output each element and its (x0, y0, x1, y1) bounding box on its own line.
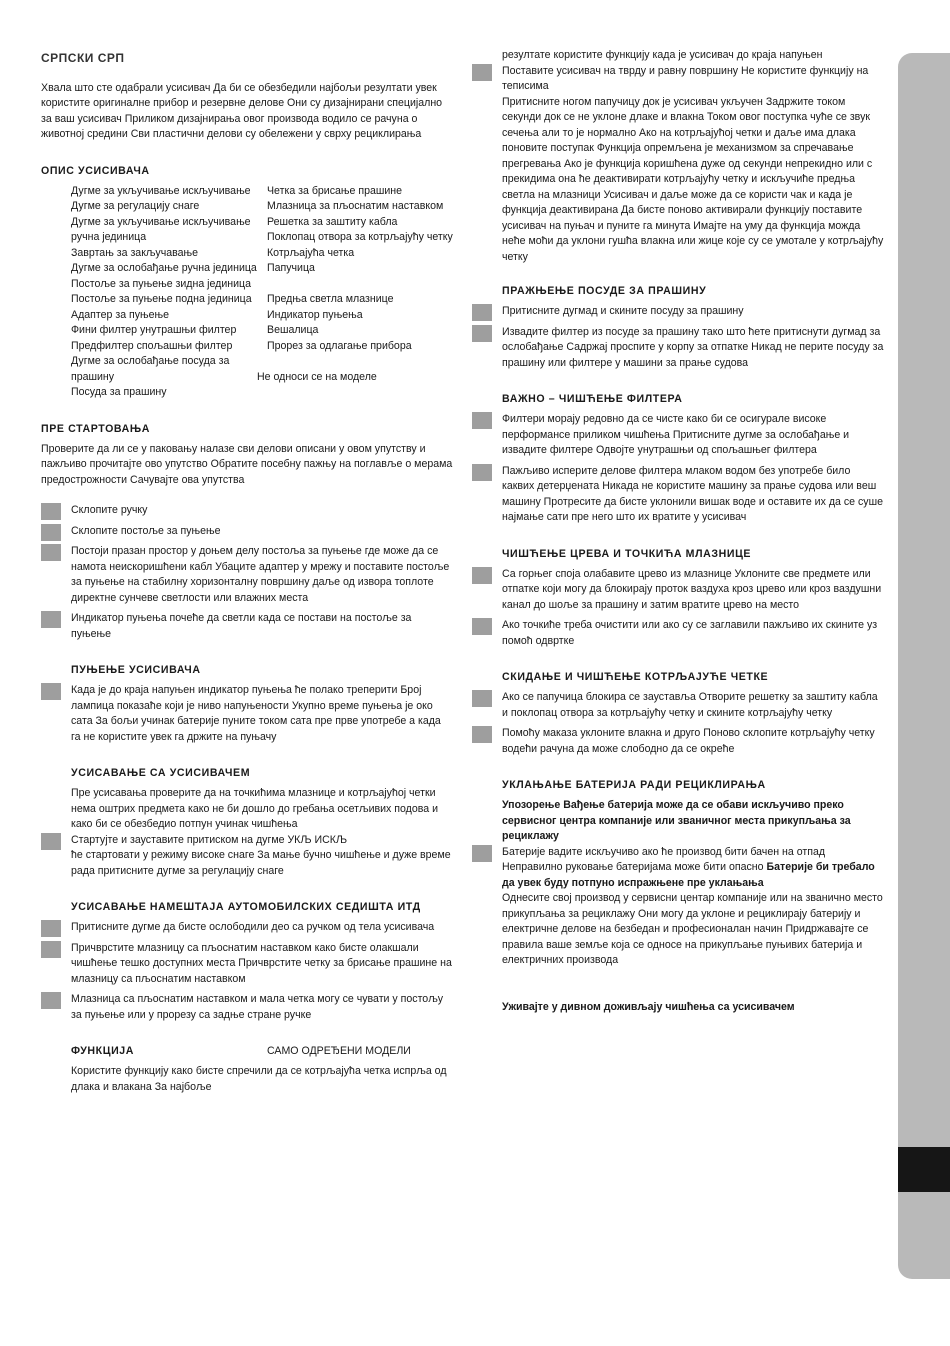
figure-reference-box (41, 920, 61, 937)
figure-reference-box (472, 567, 492, 584)
furniture-section (41, 900, 453, 1023)
charging-heading: ПУЊЕЊЕ УСИСИВАЧА (71, 664, 201, 676)
brush-cleaning-heading: СКИДАЊЕ И ЧИШЋЕЊЕ КОТРЉАЈУЋЕ ЧЕТКЕ (502, 671, 769, 683)
battery-step-bold: Батерије би требало да увек буду потпуно испражњене пре уклањања (502, 861, 875, 889)
right-column (472, 48, 884, 1015)
part-item: Котрљајућа четка (267, 246, 355, 259)
step (472, 412, 884, 459)
figure-reference-box (472, 845, 492, 862)
step-text: Извадите филтер из посуде за прашину тако што ћете притиснути дугмад за ослобађање Садржај проспите у корпу за отпатке Никад не перите посуду за прашину или филтере у машини за прање судова (502, 325, 884, 369)
step (41, 503, 453, 519)
models-note: Не односи се на моделе (257, 370, 377, 383)
part-item: Индикатор пуњења (267, 308, 363, 321)
step-text (502, 845, 884, 892)
part-item: Постоље за пуњење подна јединица (71, 293, 252, 305)
part-item: Дугме за укључивање искључивање ручна јединица (71, 215, 251, 243)
step-text: Притисните дугме да бисте ослободили део са ручком од тела усисивача (71, 921, 435, 933)
intro-paragraph: Хвала што сте одабрали усисивач Да би се обезбедили најбољи резултати увек користите оригиналнe прибор и резервне делове Они су дизајнирани специјално за ваш усисивач Приликом дизајнирања овог производа водило се рачуна о животној средини Сви пластични делови су обележени у сврху рециклирања (41, 81, 443, 140)
step-text: Стартујте и зауставите притиском на дугме УКЉ ИСКЉ (71, 833, 348, 846)
function-text: Користите функцију како бисте спречили да се котрљајућа четка испрља од длака и влакана За најбоље (71, 1065, 447, 1093)
figure-reference-box (472, 618, 492, 635)
step (41, 833, 453, 849)
before-start-section (41, 422, 453, 643)
step-text: Када је до краја напуњен индикатор пуњења ће полако треперити Број лампица показаће који је ниво напуњености Укупно време пуњења је око сата За бољи учинак батерије пуните током сата пре прве употребе а када га не користите увек га држите на пуњачу (71, 684, 441, 743)
step-text: Причврстите млазницу са пљоснатим наставком како бисте олакшали чишћење тешко доступних места Причврстите четку за брисање прашине на млазницу са пљоснатим наставком (71, 941, 452, 985)
hose-cleaning-section (472, 547, 884, 650)
part-item: Предфилтер спољашњи филтер (71, 339, 233, 352)
dust-emptying-heading: ПРАЖЊЕЊЕ ПОСУДЕ ЗА ПРАШИНУ (502, 285, 707, 297)
part-item: Посуда за прашину (71, 386, 167, 398)
figure-reference-box (472, 726, 492, 743)
part-item: Дугме за ослобађање ручна јединица (71, 262, 257, 274)
step (41, 992, 453, 1023)
brush-cleaning-section (472, 670, 884, 757)
part-item: Адаптер за пуњење (71, 308, 170, 321)
step (41, 524, 453, 540)
step-text: Филтери морају редовно да се чисте како би се осигурале високе перформансе приликом чишћења Притисните дугме за ослобађање и извадите филтере Одвојте унутрашњи од спољашњег филтера (502, 413, 850, 456)
part-item: Дугме за ослобађање посуда за прашину (71, 355, 230, 383)
function-section (41, 1044, 453, 1095)
figure-reference-box (472, 325, 492, 342)
part-item: Предња светла млазнице (267, 293, 394, 305)
figure-reference-box (472, 412, 492, 429)
step-text: Индикатор пуњења почеће да светли када се постави на постоље за пуњење (71, 612, 412, 640)
vacuuming-section (41, 766, 453, 879)
vacuuming-intro: Пре усисавања проверите да на точкићима млазнице и котрљајућој четки нема оштрих предмета како не би дошло до гребања осетљивих подова и како би се обезбедио потпун учинак чишћења (71, 787, 438, 830)
part-item: Фини филтер унутрашњи филтер (71, 324, 237, 336)
step (472, 464, 884, 526)
figure-reference-box (41, 611, 61, 628)
step (41, 544, 453, 606)
vacuuming-after: ће стартовати у режиму високе снаге За мање бучно чишћење и дуже време рада притисните дугме за регулацију снаге (71, 849, 451, 877)
language-section-marker (898, 1147, 950, 1192)
battery-step-text: Батерије вадите искључиво ако ће производ бити бачен на отпад Неправилно руковање батеријама може бити опасно (502, 845, 826, 873)
filter-cleaning-section (472, 392, 884, 526)
step (472, 567, 884, 614)
part-item: Решетка за заштиту кабла (267, 215, 398, 228)
step-text: Пажљиво исперите делове филтера млаком водом без употребе било каквих детерџената Никада не користите машину за прање судова или веш машину Протресите да бисте уклонили вишак воде и оставите их да се суше најмање сати пре него што их вратите у усисивач (502, 464, 883, 523)
part-item: Дугме за регулацију снаге (71, 200, 200, 212)
step-text: Ако точкиће треба очистити или ако су се заглавили пажљиво их скините уз помоћ одвртке (502, 619, 878, 647)
hose-cleaning-heading: ЧИШЋЕЊЕ ЦРЕВА И ТОЧКИЋА МЛАЗНИЦЕ (502, 547, 752, 560)
closing-line: Уживајте у дивном доживљају чишћења са усисивачем (502, 1000, 795, 1013)
parts-col-1 (71, 184, 267, 401)
figure-reference-box (41, 524, 61, 541)
step (472, 325, 884, 372)
step-text: Постоји празан простор у доњем делу постоља за пуњење где може да се намота неискоришћени кабл Убаците адаптер у мрежу и поставите постоље за пуњење на стабилну хоризонталну површину даље од извора топлоте директне сунчеве светлости или влажних места (71, 545, 450, 604)
figure-reference-box (472, 304, 492, 321)
furniture-heading: УСИСАВАЊЕ НАМЕШТАЈА АУТОМОБИЛСКИХ СЕДИШТА ИТД (71, 901, 421, 913)
function-heading-note: САМО ОДРЕЂЕНИ МОДЕЛИ (267, 1045, 411, 1057)
step (41, 683, 453, 745)
part-item: Постоље за пуњење зидна јединица (71, 277, 252, 290)
step-text: Притисните дугмад и скините посуду за прашину (502, 305, 744, 317)
figure-reference-box (472, 464, 492, 481)
battery-section (472, 778, 884, 969)
part-item: Завртањ за закључавање (71, 246, 199, 259)
step (472, 726, 884, 757)
function-heading-label: ФУНКЦИЈА (71, 1045, 135, 1057)
parts-list (41, 184, 453, 401)
figure-reference-box (472, 64, 492, 81)
part-item: Дугме за укључивање искључивање (71, 184, 251, 197)
figure-reference-box (41, 992, 61, 1009)
part-item: Вешалица (267, 324, 319, 336)
charging-section (41, 663, 453, 745)
before-start-heading: ПРЕ СТАРТОВАЊА (41, 422, 150, 435)
description-section (41, 164, 453, 401)
battery-warning: Упозорење Вађење батерија може да се обави искључиво преко сервисног центра компаније или званичног места прикупљања за рециклажу (502, 799, 851, 842)
part-item: Папучица (267, 262, 315, 274)
part-item: Четка за брисање прашине (267, 184, 403, 197)
step (472, 845, 884, 892)
step-text: Млазница са пљоснатим наставком и мала четка могу се чувати у постољу за пуњење или у прорезу са задње стране ручке (71, 993, 444, 1021)
before-start-intro: Проверите да ли се у паковању налазе сви делови описани у овом упутству и пажљиво прочитајте ово упутство Обратите посебну пажњу на поглавље о мерама предострожности Сачувајте ова упутства (41, 442, 453, 486)
step (472, 304, 884, 320)
function-heading (71, 1044, 453, 1059)
figure-reference-box (41, 544, 61, 561)
figure-reference-box (472, 690, 492, 707)
figure-reference-box (41, 941, 61, 958)
step-text: Помоћу маказа уклоните влакна и друго Поново склопите котрљајућу четку водећи рачуна да може слободно да се окреће (502, 727, 875, 755)
step-text: Поставите усисивач на тврду и равну површину Не користите функцију на теписима (502, 64, 869, 92)
description-heading: ОПИС УСИСИВАЧА (41, 164, 150, 177)
step (41, 941, 453, 988)
part-item: Млазница за пљоснатим наставком (267, 200, 444, 212)
step (472, 690, 884, 721)
figure-reference-box (41, 683, 61, 700)
battery-after: Однесите свој производ у сервисни центар компаније или на званично место прикупљања за рециклажу Они могу да уклоне и рециклирају батерију и електричне делове на безбедан и професионалан начин Придржавајте се правила ваше земље која се односе на прикупљање пуњивих батерија и електричних производа (502, 892, 883, 966)
part-item: Прорез за одлагање прибора (267, 339, 412, 352)
function-cont: резултате користите функцију када је усисивач до краја напуњен (502, 49, 823, 61)
function-after: Притисните ногом папучицу док је усисивач укључен Задржите током секунди док се не уклоне длаке и влакна Током овог поступка чуће се звук сечења али то је нормално Ако на котрљајућој четки и даље има длака поновите поступак Функција опремљена је механизмом за спречавање прегревања Ако је функција коришћена дуже од секунди непрекидно или с прекидима она ће деактивирати котрљајућу четку и искључиће предња светла на млазници Усисивач и даље може да се користи чак и када је функција деактивирана Да бисте поново активирали функцију поставите усисивач на пуњач и пуните га минута Имајте на уму да функција можда неће моћи да уклони гушћа влакна или жице које су се умотале у котрљајућу четку (502, 95, 884, 263)
filter-cleaning-heading: ВАЖНО – ЧИШЋЕЊЕ ФИЛТЕРА (502, 393, 683, 405)
step (472, 64, 884, 95)
step-text: Са горњег споја олабавите црево из млазнице Уклоните све предмете или отпатке који могу да блокирају проток ваздуха кроз црево или кроз ваздушни канал до шоље за прашину и затим вратите црево на место (502, 567, 882, 611)
step-text: Ако се папучица блокира се зауставља Отворите решетку за заштиту кабла и поклопац отвора за котрљајућу четку и скините котрљајућу четку (502, 691, 878, 719)
figure-reference-box (41, 833, 61, 850)
part-item: Поклопац отвора за котрљајућу четку (267, 231, 453, 243)
part-spacer (267, 277, 453, 293)
figure-reference-box (41, 503, 61, 520)
step (472, 618, 884, 649)
dust-emptying-section (472, 284, 884, 371)
step (41, 920, 453, 936)
step-text: Склопите постоље за пуњење (71, 524, 221, 537)
parts-col-2 (257, 184, 453, 401)
language-header: СРПСКИ СРП (41, 51, 125, 65)
step (41, 611, 453, 642)
page-side-tab (898, 53, 950, 1279)
left-column (41, 48, 453, 1095)
vacuuming-heading: УСИСАВАЊЕ СА УСИСИВАЧЕМ (71, 767, 251, 779)
function-continued (472, 48, 884, 265)
step-text: Склопите ручку (71, 504, 148, 516)
battery-heading: УКЛАЊАЊЕ БАТЕРИЈА РАДИ РЕЦИКЛИРАЊА (502, 779, 766, 791)
